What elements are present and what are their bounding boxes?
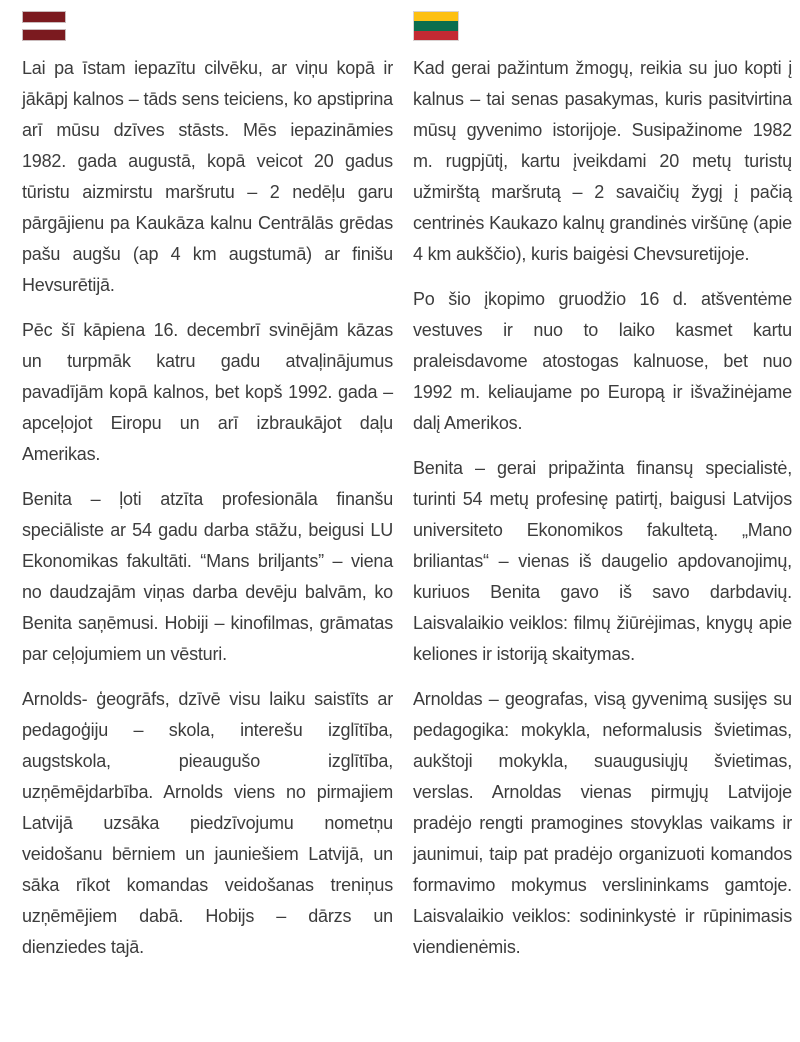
latvian-column xyxy=(22,11,393,977)
lithuanian-paragraph-2: Po šio įkopimo gruodžio 16 d. atšventėme vestuves ir nuo to laiko kasmet kartu praleisdavome atostogas kalnuose, bet nuo 1992 m. keliaujame po Europą ir išvažinėjame dalį Amerikos. xyxy=(413,289,792,433)
latvian-paragraph-3: Benita – ļoti atzīta profesionāla finanšu speciāliste ar 54 gadu darba stāžu, beigusi LU Ekonomikas fakultāti. “Mans briljants” – viena no daudzajām viņas darba devēju balvām, ko Benita saņēmusi. Hobiji – kinofilmas, grāmatas par ceļojumiem un vēsturi. xyxy=(22,489,393,664)
latvian-paragraph-1: Lai pa īstam iepazītu cilvēku, ar viņu kopā ir jākāpj kalnos – tāds sens teiciens, ko apstiprina arī mūsu dzīves stāsts. Mēs iepazināmies 1982. gada augustā, kopā veicot 20 gadus tūristu aizmirstu maršrutu – 2 nedēļu garu pārgājienu pa Kaukāza kalnu Centrālās grēdas pašu augšu (ap 4 km augstumā) ar finišu Hevsurētijā. xyxy=(22,58,393,295)
lithuanian-paragraph-3: Benita – gerai pripažinta finansų specialistė, turinti 54 metų profesinę patirtį, baigusi Latvijos universiteto Ekonomikos fakultetą. „Mano briliantas“ – vienas iš daugelio apdovanojimų, kuriuos Benita gavo iš savo darbdavių. Laisvalaikio veiklos: filmų žiūrėjimas, knygų apie keliones ir istoriją skaitymas. xyxy=(413,458,792,664)
flag-stripe-middle xyxy=(414,21,458,30)
flag-stripe-bottom xyxy=(22,29,66,41)
lithuanian-column xyxy=(413,11,792,977)
flag-stripe-top xyxy=(22,11,66,23)
flag-stripe-bottom xyxy=(414,31,458,40)
lithuanian-paragraph-1: Kad gerai pažintum žmogų, reikia su juo kopti į kalnus – tai senas pasakymas, kuris pasitvirtina mūsų gyvenimo istorijoje. Susipažinome 1982 m. rugpjūtį, kartu įveikdami 20 metų turistų užmirštą maršrutą – 2 savaičių žygį į pačią centrinės Kaukazo kalnų grandinės viršūnę (apie 4 km aukščio), kuris baigėsi Chevsuretijoje. xyxy=(413,58,792,264)
latvia-flag-icon xyxy=(22,11,66,41)
latvian-paragraph-4: Arnolds- ģeogrāfs, dzīvē visu laiku saistīts ar pedagoģiju – skola, interešu izglītība, augstskola, pieaugušo izglītība, uzņēmējdarbība. Arnolds viens no pirmajiem Latvijā uzsāka piedzīvojumu nometņu veidošanu bērniem un jauniešiem Latvijā, un sāka rīkot komandas veidošanas treniņus uzņēmējiem dabā. Hobijs – dārzs un dienziedes tajā. xyxy=(22,689,393,957)
latvian-paragraph-2: Pēc šī kāpiena 16. decembrī svinējām kāzas un turpmāk katru gadu atvaļinājumus pavadījām kopā kalnos, bet kopš 1992. gada – apceļojot Eiropu un arī izbraukājot daļu Amerikas. xyxy=(22,320,393,464)
lithuania-flag-icon xyxy=(413,11,459,41)
lithuanian-paragraph-4: Arnoldas – geografas, visą gyvenimą susijęs su pedagogika: mokykla, neformalusis švietimas, aukštoji mokykla, suaugusiųjų švietimas, verslas. Arnoldas vienas pirmųjų Latvijoje pradėjo rengti pramogines stovyklas vaikams ir jaunimui, taip pat pradėjo organizuoti komandos formavimo mokymus verslininkams gamtoje. Laisvalaikio veiklos: sodininkystė ir rūpinimasis viendienėmis. xyxy=(413,689,792,957)
flag-stripe-top xyxy=(414,12,458,21)
